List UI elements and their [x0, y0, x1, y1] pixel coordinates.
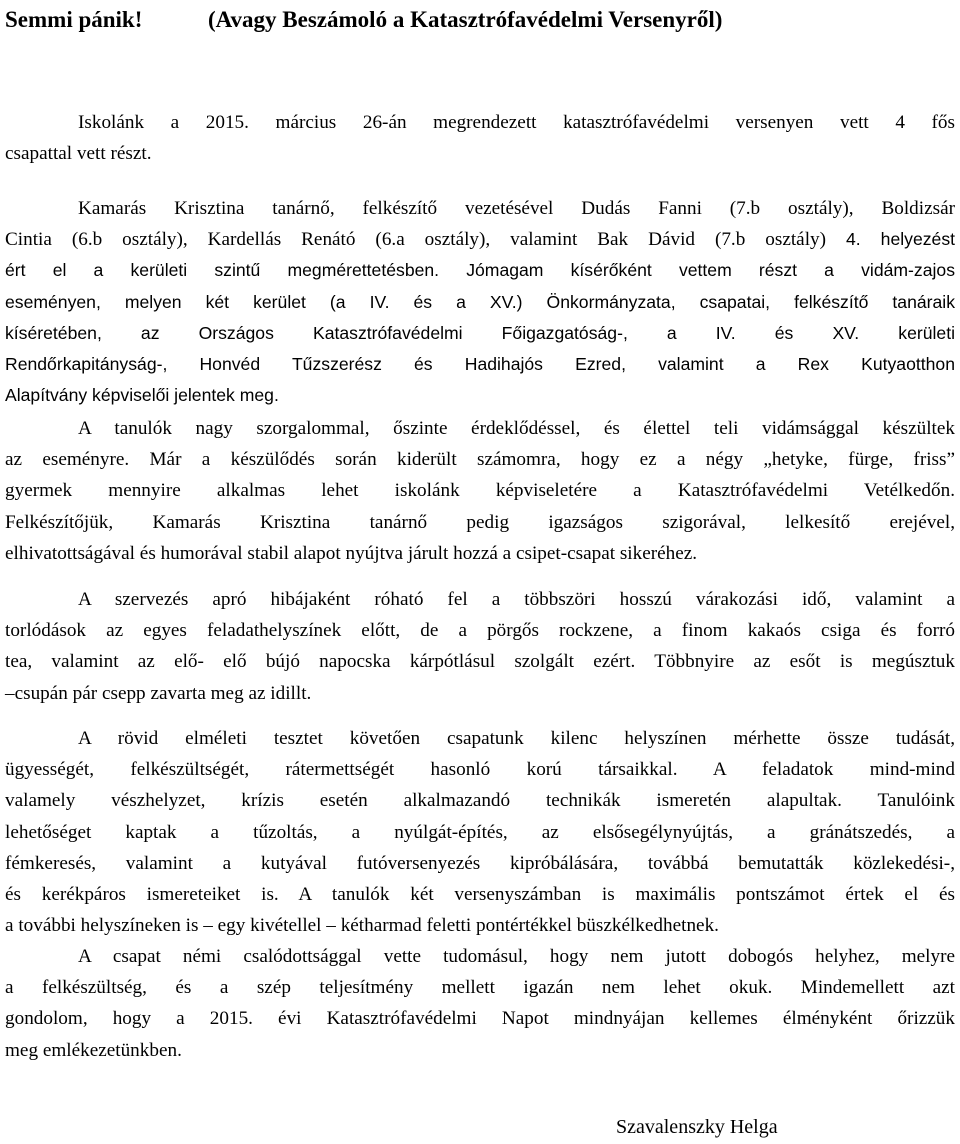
text-line: valamely vészhelyzet, krízis esetén alkalmazandó technikák ismeretén alapultak. Tanulóink — [5, 790, 955, 812]
paragraph-2 — [5, 193, 955, 411]
text-line: torlódások az egyes feladathelyszínek előtt, de a pörgős rockzene, a finom kakaós csiga és forró — [5, 620, 955, 642]
text-segment: Cintia (6.b osztály), Kardellás Renátó (6.a osztály), valamint Bak Dávid (7.b osztály) — [5, 229, 827, 251]
text-line: és kerékpáros ismereteiket is. A tanulók két versenyszámban is maximális pontszámot értek el és — [5, 884, 955, 906]
text-line: Felkészítőjük, Kamarás Krisztina tanárnő pedig igazságos szigorával, lelkesítő erejével, — [5, 511, 955, 533]
text-line: kíséretében, az Országos Katasztrófavédelmi Főigazgatóság-, a IV. és XV. kerületi — [5, 322, 955, 343]
paragraph-3 — [5, 413, 955, 569]
text-line: Kamarás Krisztina tanárnő, felkészítő vezetésével Dudás Fanni (7.b osztály), Boldizsár — [78, 198, 955, 219]
page-title: Semmi pánik! — [5, 7, 143, 32]
text-line: meg emlékezetünkben. — [5, 1039, 182, 1061]
paragraph-5 — [5, 723, 955, 941]
page-subtitle: (Avagy Beszámoló a Katasztrófavédelmi Versenyről) — [208, 7, 723, 32]
text-line: elhivatottságával és humorával stabil alapot nyújtva járult hozzá a csipet-csapat sikeréhez. — [5, 542, 698, 564]
text-line: A tanulók nagy szorgalommal, őszinte érdeklődéssel, és élettel teli vidámsággal készültek — [78, 418, 955, 439]
title-row — [5, 2, 955, 38]
text-line: A rövid elméleti tesztet követően csapatunk kilenc helyszínen mérhette össze tudását, — [78, 728, 955, 749]
text-line: A szervezés apró hibájaként róható fel a többszöri hosszú várakozási idő, valamint a — [78, 589, 955, 610]
text-line: ért el a kerületi szintű megmérettetésben. Jómagam kísérőként vettem részt a vidám-zajos — [5, 260, 955, 281]
paragraph-6 — [5, 941, 955, 1066]
text-segment: 4. helyezést — [845, 229, 956, 250]
text-line: gyermek mennyire alkalmas lehet iskolánk képviseletére a Katasztrófavédelmi Vetélkedőn. — [5, 480, 955, 502]
text-line: –csupán pár csepp zavarta meg az idillt. — [5, 682, 312, 704]
paragraph-1 — [5, 107, 955, 169]
text-line: Alapítvány képviselői jelentek meg. — [5, 385, 279, 406]
text-line: A csapat némi csalódottsággal vette tudomásul, hogy nem jutott dobogós helyhez, melyre — [78, 946, 955, 967]
text-line: ügyességét, felkészültségét, rátermettségét hasonló korú társaikkal. A feladatok mind-mind — [5, 759, 955, 781]
text-line: gondolom, hogy a 2015. évi Katasztrófavédelmi Napot mindnyájan kellemes élményként őrizzük — [5, 1008, 955, 1030]
text-line: az eseményre. Már a készülődés során kiderült számomra, hogy ez a négy „hetyke, fürge, friss” — [5, 449, 955, 471]
text-line-mixed — [5, 224, 955, 255]
text-line: a felkészültség, és a szép teljesítmény mellett igazán nem lehet okuk. Mindemellett azt — [5, 977, 955, 999]
text-line: csapattal vett részt. — [5, 143, 152, 165]
text-line: Iskolánk a 2015. március 26-án megrendezett katasztrófavédelmi versenyen vett 4 fős — [78, 112, 955, 133]
signature: Szavalenszky Helga — [616, 1116, 778, 1138]
text-line: eseményen, melyen két kerület (a IV. és a XV.) Önkormányzata, csapatai, felkészítő tanáraik — [5, 291, 955, 312]
paragraph-4 — [5, 584, 955, 709]
text-line: a további helyszíneken is – egy kivétellel – kétharmad feletti pontértékkel büszkélkedhetnek. — [5, 915, 719, 937]
text-line: tea, valamint az elő- elő bújó napocska kárpótlásul szolgált ezért. Többnyire az esőt is megúsztuk — [5, 651, 955, 673]
text-line: Rendőrkapitányság-, Honvéd Tűzszerész és Hadihajós Ezred, valamint a Rex Kutyaotthon — [5, 354, 955, 375]
text-line: fémkeresés, valamint a kutyával futóversenyezés kipróbálására, továbbá bemutatták közlekedési-, — [5, 852, 955, 874]
text-line: lehetőséget kaptak a tűzoltás, a nyúlgát-építés, az elsősegélynyújtás, a gránátszedés, a — [5, 821, 955, 843]
